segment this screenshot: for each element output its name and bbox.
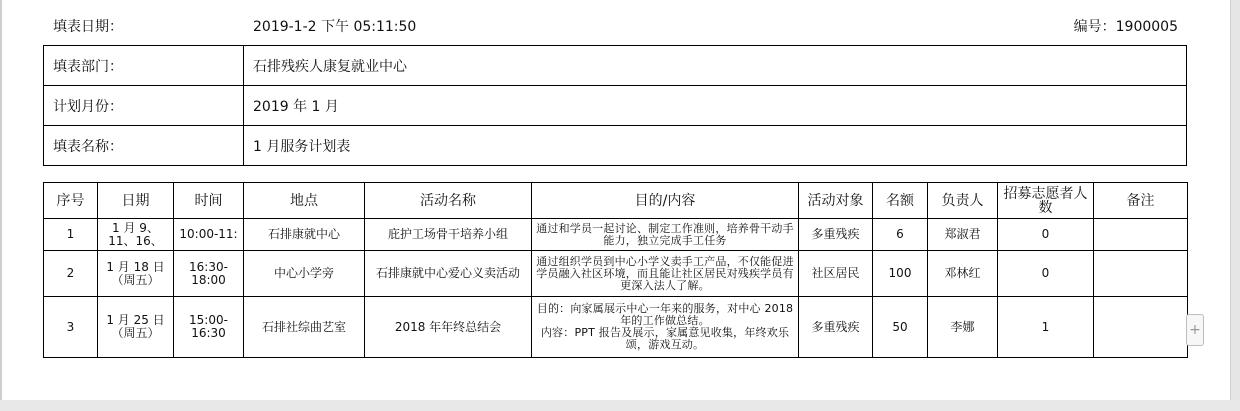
service-plan-table (43, 182, 1188, 358)
cell-target[interactable]: 多重残疾 (799, 219, 873, 251)
cell-place[interactable]: 中心小学旁 (244, 251, 365, 297)
cell-remark[interactable] (1094, 219, 1188, 251)
cell-quota[interactable]: 6 (873, 219, 928, 251)
cell-no[interactable]: 3 (44, 297, 98, 358)
cell-activity[interactable]: 石排康就中心爱心义卖活动 (365, 251, 532, 297)
cell-no[interactable]: 2 (44, 251, 98, 297)
cell-no[interactable]: 1 (44, 219, 98, 251)
cell-time[interactable]: 15:00-16:30 (174, 297, 244, 358)
cell-place[interactable]: 石排康就中心 (244, 219, 365, 251)
month-value[interactable]: 2019 年 1 月 (244, 86, 1187, 126)
col-header-activity: 活动名称 (365, 183, 532, 219)
cell-volunteers[interactable]: 0 (998, 219, 1094, 251)
col-header-place: 地点 (244, 183, 365, 219)
cell-date[interactable]: 1 月 18 日（周五） (98, 251, 174, 297)
sheet-left-edge (0, 0, 2, 411)
col-header-remark: 备注 (1094, 183, 1188, 219)
info-row-month (44, 86, 1187, 126)
cell-remark[interactable] (1094, 297, 1188, 358)
cell-time[interactable]: 16:30-18:00 (174, 251, 244, 297)
info-row-name (44, 126, 1187, 166)
col-header-quota: 名额 (873, 183, 928, 219)
fill-date-value: 2019-1-2 下午 05:11:50 (253, 19, 417, 35)
cell-target[interactable]: 社区居民 (799, 251, 873, 297)
cell-activity[interactable]: 2018 年年终总结会 (365, 297, 532, 358)
cell-leader[interactable]: 邓林红 (928, 251, 998, 297)
cell-purpose[interactable]: 通过组织学员到中心小学义卖手工产品，不仅能促进学员融入社区环境，而且能让社区居民对残疾学员有更深入法人了解。 (532, 251, 799, 297)
vertical-scrollbar[interactable] (1230, 0, 1240, 411)
fill-date-label: 填表日期： (53, 19, 123, 35)
col-header-volunteers: 招募志愿者人数 (998, 183, 1094, 219)
purpose-line-goal: 目的：向家属展示中心一年来的服务，对中心 2018 年的工作做总结。 (536, 302, 794, 327)
form-name-value[interactable]: 1 月服务计划表 (244, 126, 1187, 166)
cell-quota[interactable]: 100 (873, 251, 928, 297)
form-number: 编号：1900005 (1073, 19, 1178, 35)
table-header-row (44, 183, 1188, 219)
cell-volunteers[interactable]: 1 (998, 297, 1094, 358)
cell-purpose[interactable]: 通过和学员一起讨论、制定工作准则，培养骨干动手能力，独立完成手工任务 (532, 219, 799, 251)
cell-purpose[interactable] (532, 297, 799, 358)
cell-leader[interactable]: 郑淑君 (928, 219, 998, 251)
cell-time[interactable]: 10:00-11: (174, 219, 244, 251)
cell-date[interactable]: 1 月 25 日（周五） (98, 297, 174, 358)
col-header-purpose: 目的/内容 (532, 183, 799, 219)
dept-label: 填表部门： (44, 46, 244, 86)
col-header-leader: 负责人 (928, 183, 998, 219)
cell-activity[interactable]: 庇护工场骨干培养小组 (365, 219, 532, 251)
purpose-line-content: 内容：PPT 报告及展示，家属意见收集，年终欢乐颂，游戏互动。 (540, 326, 790, 351)
col-header-date: 日期 (98, 183, 174, 219)
cell-remark[interactable] (1094, 251, 1188, 297)
table-row[interactable] (44, 219, 1188, 251)
add-row-button[interactable]: + (1186, 314, 1204, 346)
cell-target[interactable]: 多重残疾 (799, 297, 873, 358)
cell-volunteers[interactable]: 0 (998, 251, 1094, 297)
bottom-scroll-area (0, 400, 1240, 411)
dept-value[interactable]: 石排残疾人康复就业中心 (244, 46, 1187, 86)
form-name-label: 填表名称： (44, 126, 244, 166)
table-row[interactable] (44, 251, 1188, 297)
cell-date[interactable]: 1 月 9、11、16、 (98, 219, 174, 251)
col-header-time: 时间 (174, 183, 244, 219)
table-row[interactable] (44, 297, 1188, 358)
info-row-dept (44, 46, 1187, 86)
form-info-table (43, 45, 1187, 166)
form-header (0, 10, 1240, 40)
cell-quota[interactable]: 50 (873, 297, 928, 358)
month-label: 计划月份： (44, 86, 244, 126)
cell-place[interactable]: 石排社综曲艺室 (244, 297, 365, 358)
cell-leader[interactable]: 李娜 (928, 297, 998, 358)
col-header-target: 活动对象 (799, 183, 873, 219)
col-header-no: 序号 (44, 183, 98, 219)
